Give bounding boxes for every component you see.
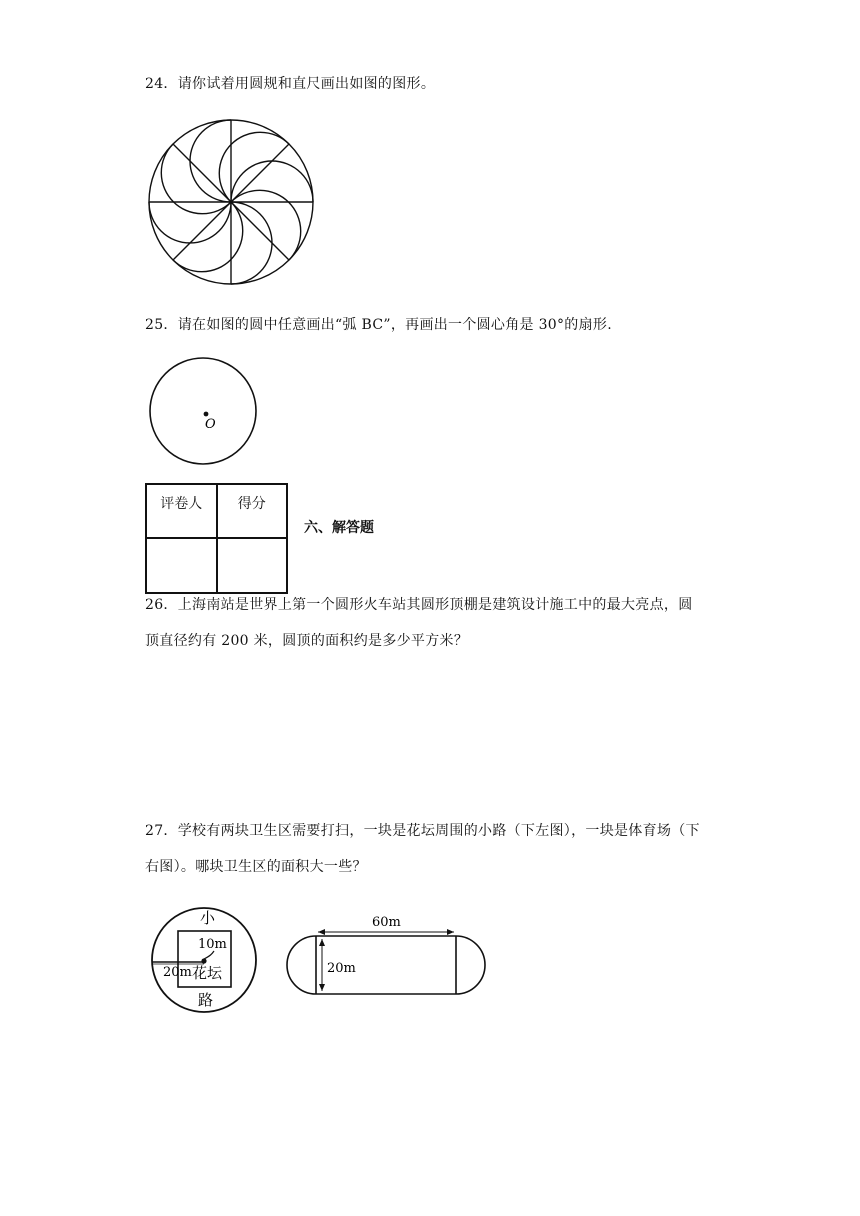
outer-radius-label: 20m: [163, 965, 192, 980]
pinwheel-radius: [231, 202, 289, 260]
center-point: [204, 412, 209, 417]
pinwheel-radius: [173, 202, 231, 260]
width-arrow-bottom: [319, 984, 325, 991]
score-table: [145, 483, 288, 594]
circle-o-figure: [146, 356, 262, 468]
length-arrow-left: [318, 929, 325, 935]
pinwheel-radius: [173, 144, 231, 202]
question-24-text: 24．请你试着用圆规和直尺画出如图的图形。: [145, 76, 436, 92]
length-label: 60m: [372, 915, 401, 930]
question-27-line2: 右图）。哪块卫生区的面积大一些？: [145, 859, 367, 875]
flowerbed-label: 花坛: [192, 964, 223, 982]
inner-radius-label: 10m: [198, 937, 227, 952]
stadium-figure: [284, 908, 490, 1000]
question-26-line1: 26．上海南站是世界上第一个圆形火车站其圆形顶棚是建筑设计施工中的最大亮点，圆: [145, 597, 693, 613]
question-27-line1: 27．学校有两块卫生区需要打扫，一块是花坛周围的小路（下左图），一块是体育场（下: [145, 823, 700, 839]
circle-outline: [150, 358, 256, 464]
score-header: 得分: [217, 484, 288, 538]
pinwheel-arc: [219, 132, 289, 202]
reviewer-cell[interactable]: [146, 538, 217, 593]
pinwheel-arc: [161, 144, 231, 214]
pinwheel-arc: [190, 120, 231, 202]
question-26-line2: 顶直径约有 200 米，圆顶的面积约是多少平方米？: [145, 633, 469, 649]
pinwheel-arc: [231, 190, 301, 260]
path-label-bottom: 路: [198, 991, 214, 1009]
pinwheel-arc: [231, 202, 272, 284]
question-25-text: 25．请在如图的圆中任意画出“弧 BC”，再画出一个圆心角是 30°的扇形.: [145, 317, 612, 333]
center-label: O: [205, 417, 216, 432]
flowerbed-path-figure: [148, 904, 260, 1016]
reviewer-header: 评卷人: [146, 484, 217, 538]
width-arrow-top: [319, 939, 325, 946]
pinwheel-figure: [143, 118, 323, 288]
path-label-top: 小: [200, 909, 216, 927]
score-cell[interactable]: [217, 538, 288, 593]
pinwheel-arc: [231, 161, 313, 202]
section-title: 六、解答题: [304, 520, 374, 536]
pinwheel-arc: [149, 202, 231, 243]
length-arrow-right: [447, 929, 454, 935]
inner-radius-arc: [204, 951, 214, 959]
pinwheel-arc: [173, 202, 243, 272]
pinwheel-radius: [231, 144, 289, 202]
center-dot: [201, 958, 206, 963]
width-label: 20m: [327, 961, 356, 976]
